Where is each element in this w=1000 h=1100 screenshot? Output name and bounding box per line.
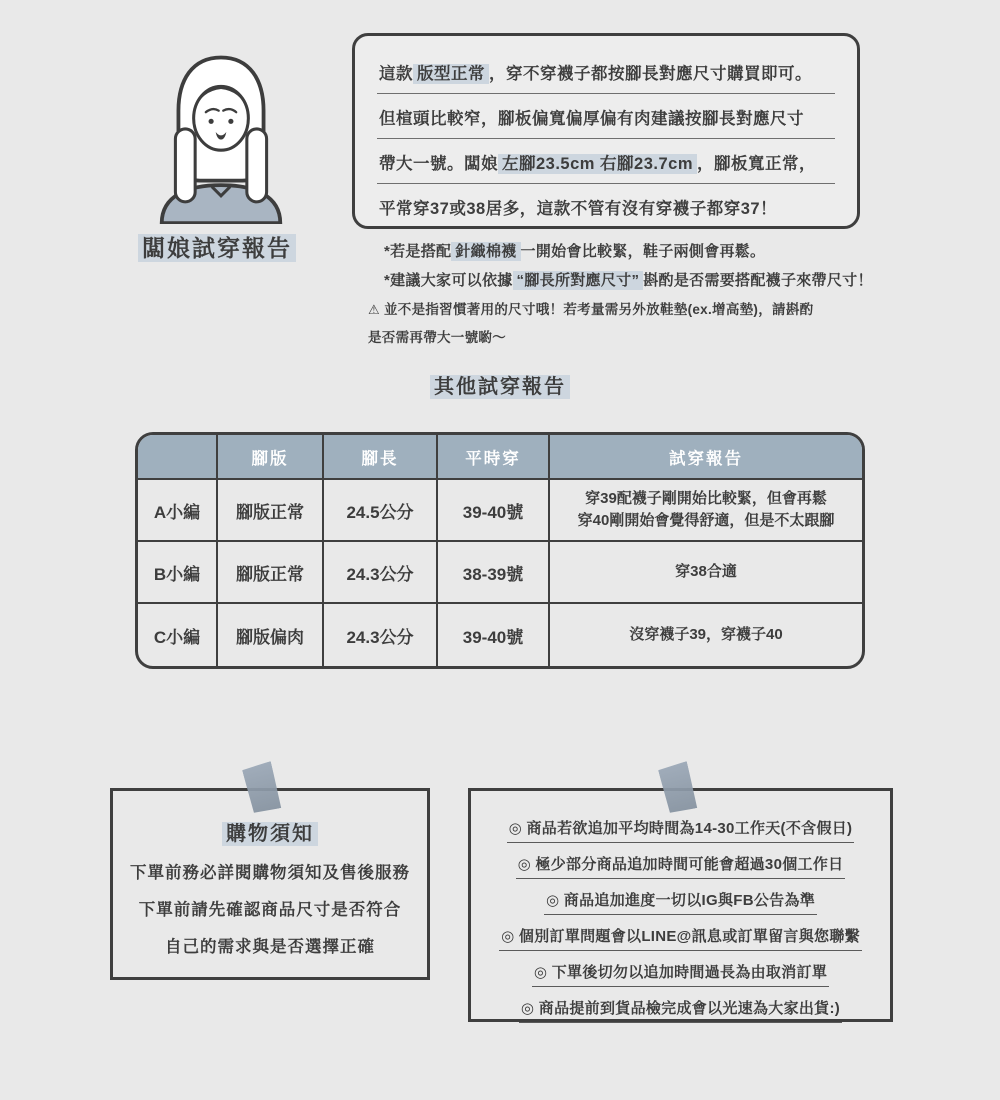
reporter-avatar xyxy=(145,46,297,229)
table-cell-usual: 39-40號 xyxy=(438,604,550,666)
table-cell-name: C小編 xyxy=(138,604,218,666)
order-info-item: ◎ 商品提前到貨品檢完成會以光速為大家出貨:) xyxy=(471,997,890,1023)
table-cell-length: 24.5公分 xyxy=(324,480,438,542)
reporter-title-text: 闆娘試穿報告 xyxy=(138,234,296,262)
table-cell-report: 穿38合適 xyxy=(550,542,862,604)
avatar-illustration xyxy=(145,46,297,224)
fitting-report-table xyxy=(135,432,865,669)
table-cell-name: A小編 xyxy=(138,480,218,542)
sizing-text: 這款 xyxy=(379,65,413,83)
sizing-note-line xyxy=(377,49,835,94)
shopping-notice-box xyxy=(110,788,430,980)
footnote-warning: ⚠ 並不是指習慣著用的尺寸哦！若考量需另外放鞋墊(ex.增高墊)，請斟酌 xyxy=(368,302,814,317)
table-cell-length: 24.3公分 xyxy=(324,604,438,666)
footnote-highlight: “腳長所對應尺寸” xyxy=(513,271,644,290)
table-cell-report: 沒穿襪子39，穿襪子40 xyxy=(629,626,783,643)
other-reports-title: 其他試穿報告 xyxy=(0,370,1000,399)
table-header-usual: 平時穿 xyxy=(438,435,550,480)
sizing-text: 平常穿37或38居多，這款不管有沒有穿襪子都穿37！ xyxy=(379,200,778,218)
shopping-notice-line: 下單前務必詳閱購物須知及售後服務 xyxy=(130,864,410,882)
footnote-highlight: 針織棉襪 xyxy=(451,242,520,261)
table-cell-report: 穿39配襪子剛開始比較緊，但會再鬆 穿40剛開始會覺得舒適，但是不太跟腳 xyxy=(550,480,862,542)
order-info-item: ◎ 商品追加進度一切以IG與FB公告為準 xyxy=(471,889,890,915)
sizing-note-line xyxy=(377,94,835,139)
shopping-notice-line: 自己的需求與是否選擇正確 xyxy=(165,938,375,956)
order-info-item: ◎ 個別訂單問題會以LINE@訊息或訂單留言與您聯繫 xyxy=(471,925,890,951)
shopping-notice-title: 購物須知 xyxy=(113,817,427,846)
table-header-foot: 腳版 xyxy=(218,435,324,480)
table-header-cell xyxy=(138,435,218,480)
table-cell-foot: 腳版正常 xyxy=(218,542,324,604)
footnotes xyxy=(368,240,908,354)
sizing-note-line xyxy=(377,184,835,229)
table-cell-usual: 39-40號 xyxy=(438,480,550,542)
tape-icon xyxy=(242,761,283,815)
sizing-note-bubble xyxy=(352,33,860,229)
shopping-notice-line: 下單前請先確認商品尺寸是否符合 xyxy=(138,901,402,919)
order-info-item: ◎ 極少部分商品追加時間可能會超過30個工作日 xyxy=(471,853,890,879)
footnote-warning-cont: 是否需再帶大一號喲～ xyxy=(368,330,506,345)
table-cell-foot: 腳版偏肉 xyxy=(218,604,324,666)
footnote-socks: *若是搭配 針織棉襪 一開始會比較緊，鞋子兩側會再鬆。 xyxy=(384,243,766,260)
tape-icon xyxy=(658,761,699,815)
table-header-length: 腳長 xyxy=(324,435,438,480)
sizing-text: ，腳板寬正常， xyxy=(697,155,817,173)
footnote-size-advice: *建議大家可以依據 “腳長所對應尺寸” 斟酌是否需要搭配襪子來帶尺寸！ xyxy=(384,272,873,289)
sizing-note-line xyxy=(377,139,835,184)
sizing-highlight: 左腳23.5cm 右腳23.7cm xyxy=(498,154,697,174)
table-header-report: 試穿報告 xyxy=(550,435,862,480)
table-cell-length: 24.3公分 xyxy=(324,542,438,604)
table-cell-foot: 腳版正常 xyxy=(218,480,324,542)
order-info-item: ◎ 商品若欲追加平均時間為14-30工作天(不含假日) xyxy=(471,817,890,843)
table-cell-name: B小編 xyxy=(138,542,218,604)
order-info-item: ◎ 下單後切勿以追加時間過長為由取消訂單 xyxy=(471,961,890,987)
sizing-text: 但楦頭比較窄，腳板偏寬偏厚偏有肉建議按腳長對應尺寸 xyxy=(379,110,804,128)
sizing-highlight: 版型正常 xyxy=(413,64,489,84)
table-cell-usual: 38-39號 xyxy=(438,542,550,604)
reporter-title xyxy=(112,230,322,263)
order-info-box xyxy=(468,788,893,1022)
warning-icon: ⚠ xyxy=(368,302,380,317)
sizing-text: ，穿不穿襪子都按腳長對應尺寸購買即可。 xyxy=(489,65,812,83)
sizing-text: 帶大一號。闆娘 xyxy=(379,155,498,173)
